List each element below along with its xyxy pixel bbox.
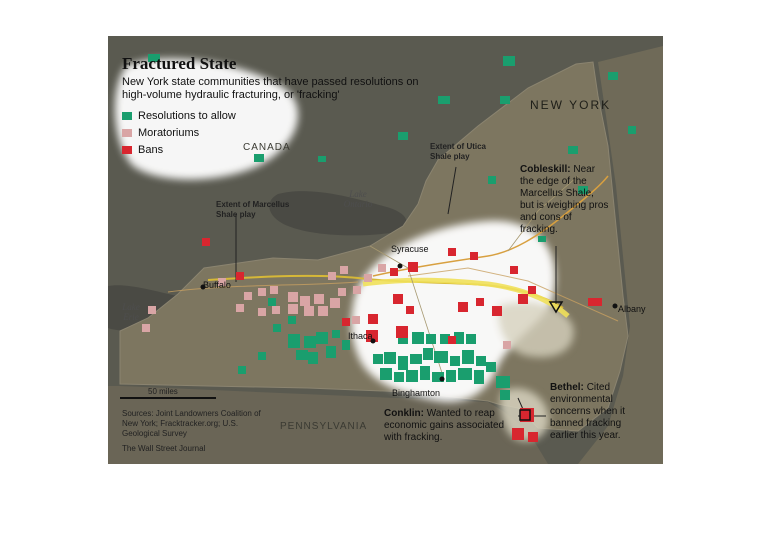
allow-marker xyxy=(410,354,422,364)
allow-marker xyxy=(254,154,264,162)
region-new-york: NEW YORK xyxy=(530,98,612,112)
moratorium-marker xyxy=(270,286,278,294)
syracuse-dot xyxy=(398,264,403,269)
ban-marker xyxy=(236,272,244,280)
moratorium-marker xyxy=(236,304,244,312)
allow-marker xyxy=(342,340,350,350)
binghamton-dot xyxy=(440,377,445,382)
ban-marker xyxy=(458,302,468,312)
allow-marker xyxy=(438,96,450,104)
scale-label: 50 miles xyxy=(148,387,178,396)
ban-marker xyxy=(512,428,524,440)
allow-marker xyxy=(474,370,484,384)
city-syracuse: Syracuse xyxy=(391,244,429,254)
allow-marker xyxy=(628,126,636,134)
allow-marker xyxy=(273,324,281,332)
allow-marker xyxy=(268,298,276,306)
ban-marker xyxy=(528,286,536,294)
legend-moratorium-swatch xyxy=(122,129,132,137)
moratorium-marker xyxy=(304,306,314,316)
sources-text: Sources: Joint Landowners Coalition of New York; Fracktracker.org; U.S. Geological Survey xyxy=(122,409,261,438)
ban-marker xyxy=(408,262,418,272)
map-container xyxy=(108,36,663,464)
allow-marker xyxy=(486,362,496,372)
ban-marker xyxy=(448,336,456,344)
allow-marker xyxy=(446,370,456,382)
legend-ban-label: Bans xyxy=(138,144,164,156)
moratorium-marker xyxy=(503,341,511,349)
ban-marker xyxy=(396,326,408,338)
moratorium-marker xyxy=(288,292,298,302)
allow-marker xyxy=(462,350,474,364)
utica-label: Extent of Utica Shale play xyxy=(430,142,487,161)
moratorium-marker xyxy=(244,292,252,300)
allow-marker xyxy=(332,330,340,338)
allow-marker xyxy=(426,334,436,344)
moratorium-marker xyxy=(272,306,280,314)
conklin-text: Wanted to reap economic gains associated with fracking. xyxy=(384,408,505,443)
city-binghamton: Binghamton xyxy=(392,388,441,398)
moratorium-marker xyxy=(318,306,328,316)
annotation-cobleskill xyxy=(520,164,610,236)
ban-marker xyxy=(470,252,478,260)
moratorium-marker xyxy=(258,288,266,296)
legend-moratorium xyxy=(122,127,199,139)
moratorium-marker xyxy=(353,286,361,294)
moratorium-marker xyxy=(352,316,360,324)
allow-marker xyxy=(373,354,383,364)
allow-marker xyxy=(394,372,404,382)
allow-marker xyxy=(458,368,472,380)
allow-marker xyxy=(608,72,618,80)
marcellus-label: Extent of Marcellus Shale play xyxy=(216,200,290,219)
legend-moratorium-label: Moratoriums xyxy=(138,127,200,139)
moratorium-marker xyxy=(142,324,150,332)
allow-marker xyxy=(500,390,510,400)
moratorium-marker xyxy=(258,308,266,316)
cobleskill-text: Near the edge of the Marcellus Shale, but is weighing pros and cons of fracking. xyxy=(520,164,609,235)
allow-marker xyxy=(488,176,496,184)
lake-ontario-label: Lake Ontario xyxy=(343,189,373,209)
allow-marker xyxy=(476,356,486,366)
legend-allow-swatch xyxy=(122,112,132,120)
ban-marker xyxy=(476,298,484,306)
allow-marker xyxy=(304,336,316,348)
cobleskill-name: Cobleskill: xyxy=(520,164,571,175)
allow-marker xyxy=(434,351,448,363)
allow-marker xyxy=(500,96,510,104)
region-pennsylvania: PENNSYLVANIA xyxy=(280,421,368,432)
ban-marker xyxy=(202,238,210,246)
ban-marker xyxy=(588,298,602,306)
map-subtitle: New York state communities that have passed resolutions on high-volume hydraulic fracturing, or 'fracking' xyxy=(122,76,419,101)
legend-ban-swatch xyxy=(122,146,132,154)
allow-marker xyxy=(412,332,424,344)
credit-text: The Wall Street Journal xyxy=(122,444,206,453)
allow-marker xyxy=(288,316,296,324)
albany-dot xyxy=(613,304,618,309)
ban-marker xyxy=(510,266,518,274)
moratorium-marker xyxy=(288,304,298,314)
conklin-name: Conklin: xyxy=(384,408,424,419)
legend-ban xyxy=(122,144,163,156)
bethel-name: Bethel: xyxy=(550,382,584,393)
allow-marker xyxy=(568,146,578,154)
allow-marker xyxy=(380,368,392,380)
ban-marker xyxy=(393,294,403,304)
moratorium-marker xyxy=(364,274,372,282)
moratorium-marker xyxy=(148,306,156,314)
allow-marker xyxy=(258,352,266,360)
allow-marker xyxy=(450,356,460,366)
city-buffalo: Buffalo xyxy=(203,280,231,290)
allow-marker xyxy=(406,370,418,382)
allow-marker xyxy=(296,350,308,360)
region-canada: CANADA xyxy=(243,142,291,153)
legend-allow xyxy=(122,110,236,122)
moratorium-marker xyxy=(378,264,386,272)
allow-marker xyxy=(420,366,430,380)
ban-marker xyxy=(492,306,502,316)
allow-marker xyxy=(384,352,396,364)
moratorium-marker xyxy=(300,296,310,306)
moratorium-marker xyxy=(338,288,346,296)
annotation-bethel xyxy=(550,382,650,442)
moratorium-marker xyxy=(328,272,336,280)
legend-allow-label: Resolutions to allow xyxy=(138,110,236,122)
allow-marker xyxy=(288,334,300,348)
moratorium-marker xyxy=(340,266,348,274)
city-albany: Albany xyxy=(618,304,646,314)
allow-marker xyxy=(308,352,318,364)
moratorium-marker xyxy=(314,294,324,304)
allow-marker xyxy=(423,348,433,360)
ban-marker xyxy=(406,306,414,314)
ban-marker xyxy=(518,294,528,304)
allow-marker xyxy=(503,56,515,66)
allow-marker xyxy=(318,156,326,162)
allow-marker xyxy=(496,376,510,388)
ban-marker xyxy=(342,318,350,326)
allow-marker xyxy=(538,236,546,242)
annotation-conklin xyxy=(384,408,512,444)
allow-marker xyxy=(466,334,476,344)
ban-marker xyxy=(390,268,398,276)
allow-marker xyxy=(238,366,246,374)
bethel-text: Cited environmental concerns when it banned fracking earlier this year. xyxy=(550,382,626,441)
lake-erie-label: Lake Erie xyxy=(122,302,140,322)
ban-marker xyxy=(368,314,378,324)
allow-marker xyxy=(326,346,336,358)
map-title: Fractured State xyxy=(122,54,237,73)
ban-marker xyxy=(448,248,456,256)
allow-marker xyxy=(316,332,328,344)
ban-marker xyxy=(528,432,538,442)
allow-marker xyxy=(398,356,408,370)
moratorium-marker xyxy=(330,298,340,308)
allow-marker xyxy=(398,132,408,140)
city-ithaca: Ithaca xyxy=(348,331,373,341)
